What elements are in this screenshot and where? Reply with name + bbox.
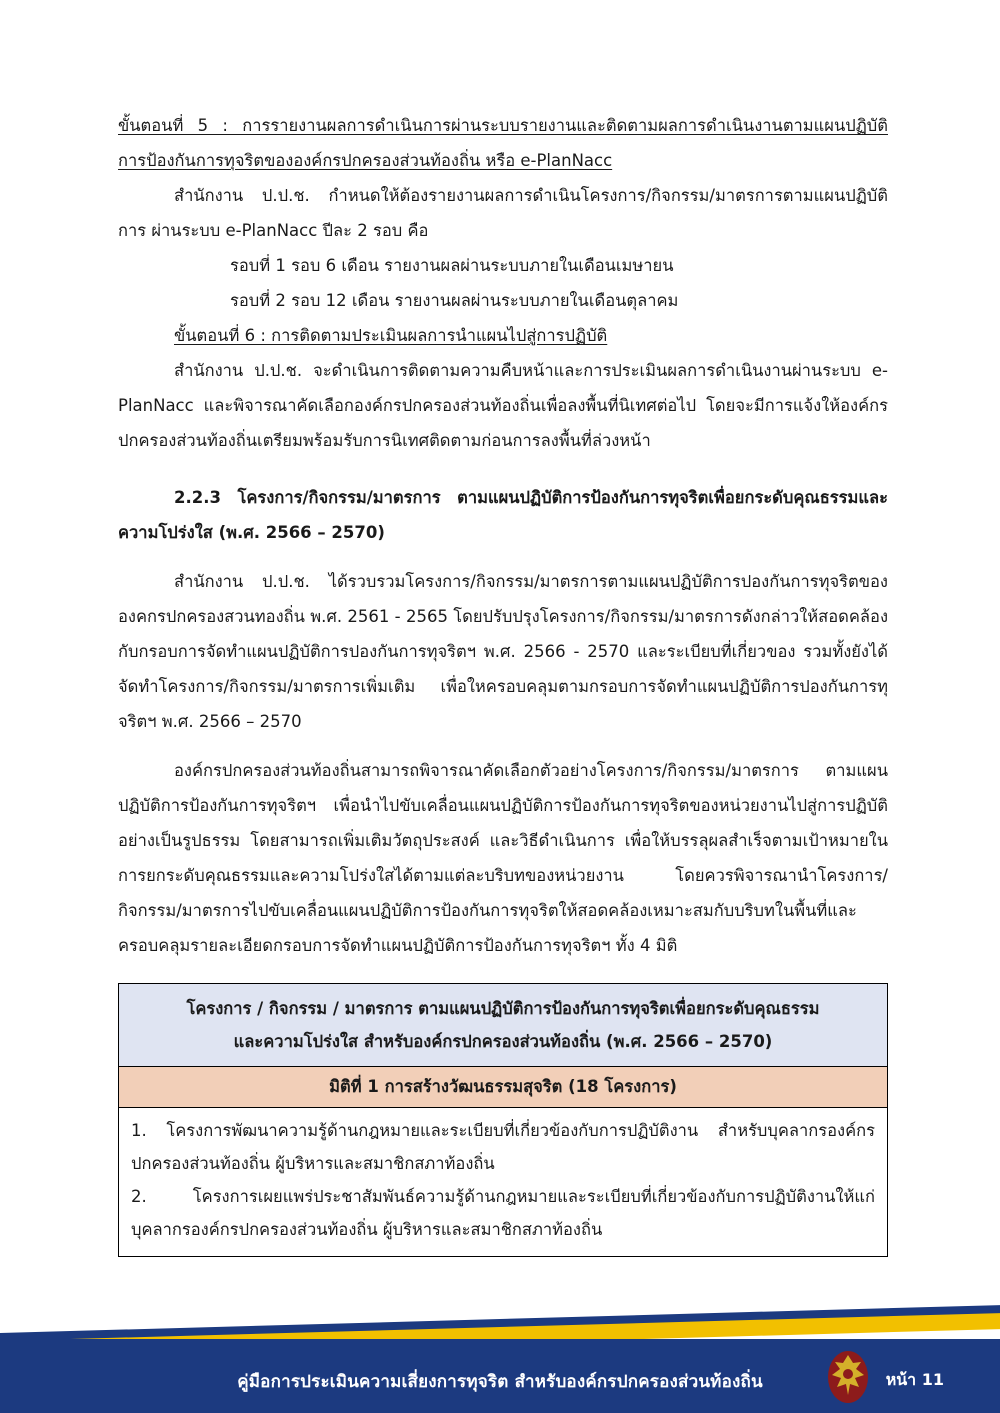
- projects-table: [118, 983, 888, 1257]
- page-footer: [0, 1301, 1000, 1413]
- projects-table-body: [119, 1108, 887, 1256]
- step-6-paragraph: สำนักงาน ป.ป.ช. จะดำเนินการติดตามความคืบหน้าและการประเมินผลการดำเนินงานผ่านระบบ e-PlanNacc และพิจารณาคัดเลือกองค์กรปกครองส่วนท้องถิ่นเพื่อลงพื้นที่นิเทศต่อไป โดยจะมีการแจ้งให้องค์กรปกครองส่วนท้องถิ่นเตรียมพร้อมรับการนิเทศติดตามก่อนการลงพื้นที่ล่วงหน้า: [118, 361, 888, 450]
- section-2-2-3-paragraph-1: สำนักงาน ป.ป.ช. ได้รวบรวมโครงการ/กิจกรรม/มาตรการตามแผนปฏิบัติการปองกันการทุจริตขององคกรปกครองสวนทองถิ่น พ.ศ. 2561 - 2565 โดยปรับปรุงโครงการ/กิจกรรม/มาตรการดังกล่าวให้สอดคล้องกับกรอบการจัดทำแผนปฏิบัติการปองกันการทุจริตฯ พ.ศ. 2566 - 2570 และระเบียบที่เกี่ยวของ รวมทั้งยังได้จัดทำโครงการ/กิจกรรม/มาตรการเพิ่มเติม เพื่อใหครอบคลุมตามกรอบการจัดทำแผนปฏิบัติการปองกันการทุจริตฯ พ.ศ. 2566 – 2570: [118, 572, 888, 731]
- projects-table-header-line-1: โครงการ / กิจกรรม / มาตรการ ตามแผนปฏิบัติการป้องกันการทุจริตเพื่อยกระดับคุณธรรม: [186, 999, 820, 1018]
- spacer: [118, 550, 888, 564]
- spacer: [118, 458, 888, 480]
- footer-page-number: หน้า 11: [885, 1370, 944, 1389]
- step-5-heading: ขั้นตอนที่ 5 : การรายงานผลการดำเนินการผ่านระบบรายงานและติดตามผลการดำเนินงานตามแผนปฏิบัติการป้องกันการทุจริตขององค์กรปกครองส่วนท้องถิ่น หรือ e-PlanNacc: [118, 116, 888, 170]
- table-row: 2. โครงการเผยแพร่ประชาสัมพันธ์ความรู้ด้านกฎหมายและระเบียบที่เกี่ยวข้องกับการปฏิบัติงานให้แก่บุคลากรองค์กรปกครองส่วนท้องถิ่น ผู้บริหารและสมาชิกสภาท้องถิ่น: [131, 1187, 875, 1239]
- reporting-round-2: รอบที่ 2 รอบ 12 เดือน รายงานผลผ่านระบบภายในเดือนตุลาคม: [230, 291, 679, 310]
- table-row: 1. โครงการพัฒนาความรู้ด้านกฎหมายและระเบียบที่เกี่ยวข้องกับการปฏิบัติงาน สำหรับบุคลากรองค์กรปกครองส่วนท้องถิ่น ผู้บริหารและสมาชิกสภาท้องถิ่น: [131, 1121, 875, 1173]
- spacer: [118, 739, 888, 753]
- document-body: [118, 108, 888, 1257]
- step-6-heading-text: ขั้นตอนที่ 6 : การติดตามประเมินผลการนำแผนไปสู่การปฏิบัติ: [174, 326, 608, 345]
- projects-table-subheader: มิติที่ 1 การสร้างวัฒนธรรมสุจริต (18 โครงการ): [119, 1067, 887, 1108]
- section-2-2-3-heading: 2.2.3 โครงการ/กิจกรรม/มาตรการ ตามแผนปฏิบัติการป้องกันการทุจริตเพื่อยกระดับคุณธรรมและความโปร่งใส (พ.ศ. 2566 – 2570): [118, 488, 888, 542]
- reporting-round-1: รอบที่ 1 รอบ 6 เดือน รายงานผลผ่านระบบภายในเดือนเมษายน: [230, 256, 674, 275]
- step-6-heading: [118, 318, 888, 353]
- section-2-2-3-paragraph-2: องค์กรปกครองส่วนท้องถิ่นสามารถพิจารณาคัดเลือกตัวอย่างโครงการ/กิจกรรม/มาตรการ ตามแผนปฏิบัติการป้องกันการทุจริตฯ เพื่อนำไปขับเคลื่อนแผนปฏิบัติการป้องกันการทุจริตของหน่วยงานไปสู่การปฏิบัติอย่างเป็นรูปธรรม โดยสามารถเพิ่มเติมวัตถุประสงค์ และวิธีดำเนินการ เพื่อให้บรรลุผลสำเร็จตามเป้าหมายในการยกระดับคุณธรรมและความโปร่งใสได้ตามแต่ละบริบทของหน่วยงาน โดยควรพิจารณานำโครงการ/กิจกรรม/มาตรการไปขับเคลื่อนแผนปฏิบัติการป้องกันการทุจริตให้สอดคล้องเหมาะสมกับบริบทในพื้นที่และครอบคลุมรายละเอียดกรอบการจัดทำแผนปฏิบัติการป้องกันการทุจริตฯ ทั้ง 4 มิติ: [118, 761, 888, 955]
- step-5-paragraph: สำนักงาน ป.ป.ช. กำหนดให้ต้องรายงานผลการดำเนินโครงการ/กิจกรรม/มาตรการตามแผนปฏิบัติการ ผ่านระบบ e-PlanNacc ปีละ 2 รอบ คือ: [118, 186, 888, 240]
- footer-title: คู่มือการประเมินความเสี่ยงการทุจริต สำหรับองค์กรปกครองส่วนท้องถิ่น: [237, 1372, 763, 1392]
- projects-table-header-line-2: และความโปร่งใส สำหรับองค์กรปกครองส่วนท้องถิ่น (พ.ศ. 2566 – 2570): [233, 1032, 773, 1051]
- thai-garuda-emblem-icon: [826, 1349, 870, 1405]
- projects-table-header: [119, 984, 887, 1067]
